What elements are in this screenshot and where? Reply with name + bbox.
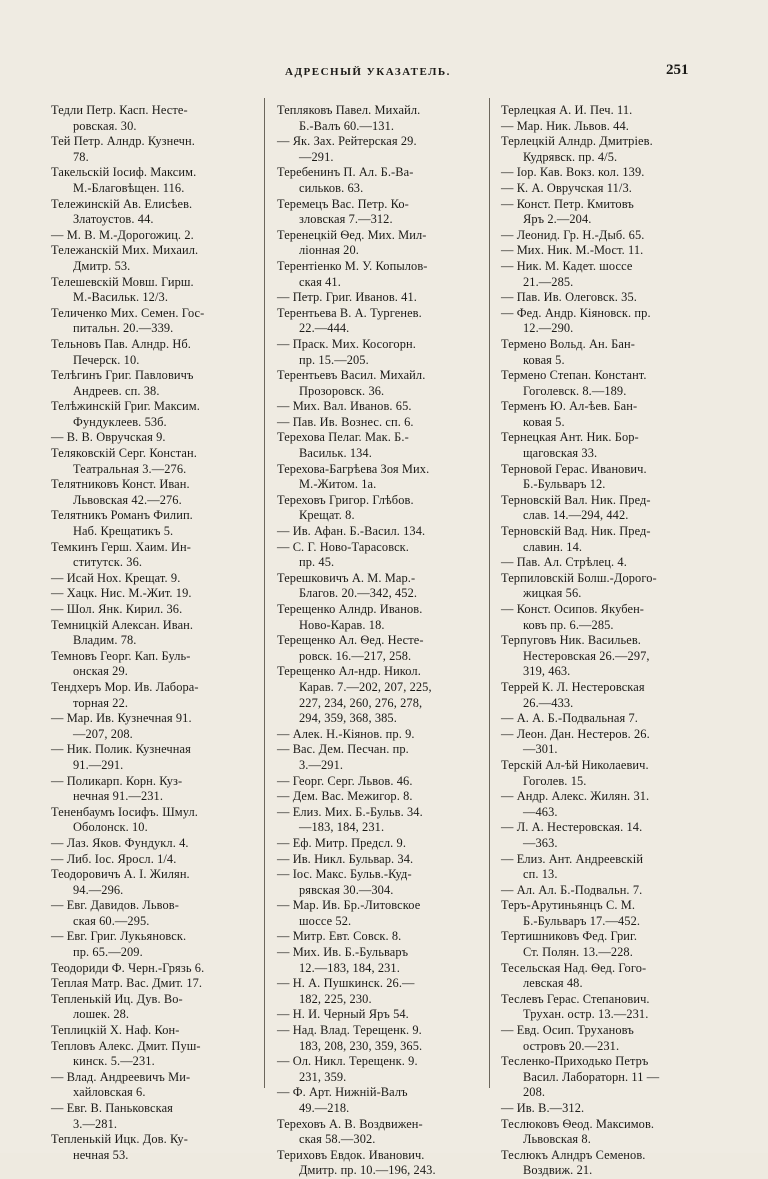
directory-entry-line: Тертишниковъ Фед. Григ.	[501, 929, 638, 944]
directory-entry-line: Нестеровская 26.—297,	[523, 648, 650, 663]
directory-entry-line: Печерск. 10.	[73, 352, 140, 367]
directory-entry-line: — Евд. Осип. Трухановъ	[501, 1023, 634, 1038]
page-number: 251	[666, 62, 689, 78]
directory-entry-line: Б.-Валъ 60.—131.	[299, 118, 395, 133]
directory-entry-line: — Георг. Серг. Львов. 46.	[277, 773, 413, 788]
directory-entry-line: — Пав. Ал. Стрѣлец. 4.	[501, 555, 627, 570]
directory-column-3	[501, 103, 697, 1179]
directory-entry-line: Тей Петр. Алндр. Кузнечн.	[51, 134, 195, 149]
directory-entry-line: Терновскій Вал. Ник. Пред-	[501, 492, 651, 507]
directory-entry-line: Теръ-Арутиньянцъ С. М.	[501, 898, 636, 913]
directory-entry-line: ститутск. 36.	[73, 555, 143, 570]
directory-entry-line: — Лаз. Яков. Фундукл. 4.	[51, 835, 189, 850]
directory-entry-line: —291.	[299, 149, 334, 164]
directory-entry-line: Прозоровск. 36.	[299, 383, 385, 398]
directory-entry-line: Львовская 42.—276.	[73, 492, 182, 507]
directory-entry-line: Терлецкая А. И. Печ. 11.	[501, 103, 633, 117]
directory-entry-line: Териховъ Евдок. Иванович.	[277, 1147, 425, 1162]
directory-entry-line: 78.	[73, 149, 89, 164]
directory-entry-line: Телѣжинскій Григ. Максим.	[51, 399, 200, 414]
directory-entry-line: — Влад. Андреевичъ Ми-	[51, 1069, 191, 1084]
directory-entry-line: — Ник. М. Кадет. шоссе	[501, 258, 633, 273]
directory-entry-line: — Мих. Ив. Б.-Бульваръ	[277, 945, 409, 960]
directory-entry-line: — Пав. Ив. Олеговск. 35.	[501, 290, 637, 305]
directory-entry-line: 3.—291.	[299, 757, 344, 772]
directory-entry-line: — Евг. Давидов. Львов-	[51, 898, 179, 913]
directory-entry-line: — Мих. Ник. М.-Мост. 11.	[501, 243, 644, 258]
directory-entry-line: — Андр. Алекс. Жилян. 31.	[501, 789, 650, 804]
directory-entry-line: Терскій Ал-ѣй Николаевич.	[501, 757, 649, 772]
directory-entry-line: ровск. 16.—217, 258.	[299, 648, 412, 663]
directory-entry-line: — Евг. В. Паньковская	[51, 1101, 173, 1115]
directory-entry-line: — Фед. Андр. Кіяновск. пр.	[501, 305, 651, 320]
directory-entry-line: левская 48.	[523, 976, 583, 991]
directory-entry-line: 182, 225, 230.	[299, 991, 372, 1006]
directory-entry-line: 94.—296.	[73, 882, 124, 897]
directory-entry-line: ская 41.	[299, 274, 341, 289]
directory-entry-line: Террей К. Л. Нестеровская	[501, 679, 645, 694]
directory-entry-line: славин. 14.	[523, 539, 583, 554]
directory-entry-line: — Мар. Ив. Бр.-Литовское	[277, 898, 421, 913]
directory-entry-line: — Л. А. Нестеровская. 14.	[501, 820, 643, 835]
column-rule-2	[489, 98, 490, 1088]
directory-column-1	[51, 103, 256, 1163]
directory-entry-line: Терентіенко М. У. Копылов-	[277, 258, 428, 273]
directory-entry-line: Терещенко Ал-ндр. Никол.	[277, 664, 421, 679]
directory-entry-line: — Елиз. Мих. Б.-Бульв. 34.	[277, 804, 423, 819]
directory-entry-line: Оболонск. 10.	[73, 820, 148, 835]
directory-entry-line: Телятникъ Романъ Филип.	[51, 508, 193, 523]
directory-entry-line: — Ив. Афан. Б.-Васил. 134.	[277, 524, 426, 539]
directory-entry-line: — С. Г. Ново-Тарасовск.	[277, 539, 409, 554]
directory-entry-line: — Н. А. Пушкинск. 26.—	[277, 976, 415, 991]
directory-entry-line: Теслевъ Герас. Степанович.	[501, 991, 650, 1006]
directory-entry-line: Терентьевъ Васил. Михайл.	[277, 368, 426, 383]
directory-entry-line: —183, 184, 231.	[299, 820, 385, 835]
directory-entry-line: Владим. 78.	[73, 633, 137, 648]
directory-entry-line: Крещат. 8.	[299, 508, 355, 523]
directory-entry-line: — Исай Нох. Крещат. 9.	[51, 570, 181, 585]
directory-entry-line: Дмитр. пр. 10.—196, 243.	[299, 1163, 436, 1178]
directory-entry-line: ская 58.—302.	[299, 1132, 376, 1147]
directory-entry-line: — Еф. Митр. Предсл. 9.	[277, 835, 407, 850]
directory-entry-line: зловская 7.—312.	[299, 212, 393, 227]
directory-entry-line: шоссе 52.	[299, 913, 352, 928]
directory-column-2	[277, 103, 473, 1179]
directory-entry-line: Тедли Петр. Касп. Несте-	[51, 103, 188, 117]
page-header	[0, 60, 768, 84]
directory-entry-line: — Леонид. Гр. Н.-Дыб. 65.	[501, 227, 645, 242]
directory-entry-line: — Вас. Дем. Песчан. пр.	[277, 742, 409, 757]
directory-entry-line: пр. 15.—205.	[299, 352, 369, 367]
directory-entry-line: Тернецкая Ант. Ник. Бор-	[501, 430, 639, 445]
directory-entry-line: Тепловъ Алекс. Дмит. Пуш-	[51, 1038, 201, 1053]
directory-entry-line: Теплая Матр. Вас. Дмит. 17.	[51, 976, 203, 991]
directory-entry-line: 12.—183, 184, 231.	[299, 960, 400, 975]
directory-entry-line: пр. 45.	[299, 555, 335, 570]
directory-entry-line: — Над. Влад. Терещенк. 9.	[277, 1023, 422, 1038]
directory-entry-line: Дмитр. 53.	[73, 258, 131, 273]
directory-entry-line: Тельновъ Пав. Алндр. Нб.	[51, 336, 192, 351]
directory-entry-line: ская 60.—295.	[73, 913, 150, 928]
directory-entry-line: М.-Житом. 1а.	[299, 477, 377, 492]
directory-entry-line: Гоголевск. 8.—189.	[523, 383, 627, 398]
directory-entry-line: 49.—218.	[299, 1101, 350, 1115]
directory-entry-line: Терновой Герас. Иванович.	[501, 461, 647, 476]
directory-entry-line: Воздвиж. 21.	[523, 1163, 593, 1178]
directory-entry-line: лошек. 28.	[73, 1007, 130, 1022]
directory-entry-line: — Праск. Мих. Косогорн.	[277, 336, 416, 351]
directory-entry-line: Тесленко-Приходько Петръ	[501, 1054, 649, 1069]
directory-entry-line: Ново-Карав. 18.	[299, 617, 385, 632]
directory-entry-line: Театральная 3.—276.	[73, 461, 187, 476]
directory-entry-line: — Мар. Ник. Львов. 44.	[501, 118, 629, 133]
directory-entry-line: 22.—444.	[299, 321, 350, 336]
directory-entry-line: слав. 14.—294, 442.	[523, 508, 629, 523]
directory-entry-line: Термено Вольд. Ан. Бан-	[501, 336, 635, 351]
directory-entry-line: Темкинъ Герш. Хаим. Ин-	[51, 539, 191, 554]
directory-entry-line: Терентьева В. А. Тургенев.	[277, 305, 422, 320]
directory-entry-line: — Іор. Кав. Вокз. кол. 139.	[501, 165, 645, 180]
directory-entry-line: Яръ 2.—204.	[523, 212, 592, 227]
directory-entry-line: островъ 20.—231.	[523, 1038, 620, 1053]
directory-entry-line: — В. В. Овручская 9.	[51, 430, 166, 445]
directory-entry-line: хайловская 6.	[73, 1085, 146, 1100]
directory-entry-line: ровская. 30.	[73, 118, 137, 133]
directory-entry-line: — Поликарп. Корн. Куз-	[51, 773, 183, 788]
directory-entry-line: — Іос. Макс. Бульв.-Куд-	[277, 867, 412, 882]
directory-entry-line: 208.	[523, 1085, 546, 1100]
directory-entry-line: Васильк. 134.	[299, 446, 372, 461]
directory-entry-line: —207, 208.	[73, 726, 133, 741]
directory-entry-line: Терещенко Ал. Ѳед. Несте-	[277, 633, 424, 648]
directory-entry-line: — Ив. В.—312.	[501, 1101, 585, 1115]
directory-entry-line: Б.-Бульваръ 12.	[523, 477, 606, 492]
directory-entry-line: — Мар. Ив. Кузнечная 91.	[51, 711, 192, 726]
directory-entry-line: — Ал. Ал. Б.-Подвальн. 7.	[501, 882, 643, 897]
directory-entry-line: Б.-Бульваръ 17.—452.	[523, 913, 641, 928]
directory-entry-line: Васил. Лабораторн. 11 —	[523, 1069, 660, 1084]
directory-entry-line: Гоголев. 15.	[523, 773, 587, 788]
directory-entry-line: Терешковичъ А. М. Мар.-	[277, 570, 416, 585]
directory-entry-line: пр. 65.—209.	[73, 945, 143, 960]
directory-entry-line: Терехова-Багрѣева Зоя Мих.	[277, 461, 430, 476]
directory-entry-line: — Пав. Ив. Вознес. сп. 6.	[277, 414, 414, 429]
directory-entry-line: Телятниковъ Конст. Иван.	[51, 477, 190, 492]
directory-entry-line: Теребенинъ П. Ал. Б.-Ва-	[277, 165, 414, 180]
directory-entry-line: Тележанскій Мих. Михаил.	[51, 243, 199, 258]
directory-entry-line: —301.	[523, 742, 558, 757]
directory-entry-line: 3.—281.	[73, 1116, 118, 1131]
directory-entry-line: нечная 91.—231.	[73, 789, 164, 804]
directory-entry-line: — Ник. Полик. Кузнечная	[51, 742, 191, 757]
directory-entry-line: Термено Степан. Констант.	[501, 368, 647, 383]
directory-entry-line: Благов. 20.—342, 452.	[299, 586, 418, 601]
directory-entry-line: питальн. 20.—339.	[73, 321, 174, 336]
directory-entry-line: Тененбаумъ Іосифъ. Шмул.	[51, 804, 198, 819]
directory-entry-line: — М. В. М.-Дорогожиц. 2.	[51, 227, 194, 242]
directory-entry-line: Карав. 7.—202, 207, 225,	[299, 679, 432, 694]
directory-entry-line: М.-Васильк. 12/3.	[73, 290, 169, 305]
directory-entry-line: —363.	[523, 835, 558, 850]
directory-entry-line: 183, 208, 230, 359, 365.	[299, 1038, 423, 1053]
directory-entry-line: ковая 5.	[523, 352, 565, 367]
directory-entry-line: — Шол. Янк. Кирил. 36.	[51, 602, 183, 616]
directory-entry-line: — Евг. Григ. Лукьяновск.	[51, 929, 187, 944]
column-rule-1	[264, 98, 265, 1088]
directory-entry-line: Терехова Пелаг. Мак. Б.-	[277, 430, 409, 445]
directory-entry-line: Ст. Полян. 13.—228.	[523, 945, 633, 960]
directory-entry-line: Терпиловскій Болш.-Дорого-	[501, 570, 657, 585]
directory-entry-line: Львовская 8.	[523, 1132, 591, 1147]
directory-entry-line: — А. А. Б.-Подвальная 7.	[501, 711, 638, 726]
directory-entry-line: Тереховъ А. В. Воздвижен-	[277, 1116, 423, 1131]
directory-entry-line: — Н. И. Черный Яръ 54.	[277, 1007, 409, 1022]
directory-entry-line: Темновъ Георг. Кап. Буль-	[51, 648, 191, 663]
directory-entry-line: Терпуговъ Ник. Васильев.	[501, 633, 642, 648]
directory-entry-line: Теляковскій Серг. Констан.	[51, 446, 197, 461]
directory-entry-line: —463.	[523, 804, 558, 819]
directory-entry-line: онская 29.	[73, 664, 128, 679]
directory-entry-line: Терещенко Алндр. Иванов.	[277, 602, 423, 616]
directory-entry-line: — Мих. Вал. Иванов. 65.	[277, 399, 412, 414]
directory-entry-line: — Конст. Осипов. Якубен-	[501, 602, 645, 616]
directory-entry-line: Фундуклеев. 53б.	[73, 414, 167, 429]
running-title: АДРЕСНЫЙ УКАЗАТЕЛЬ.	[285, 66, 451, 78]
directory-entry-line: 91.—291.	[73, 757, 124, 772]
directory-entry-line: — Либ. Іос. Яросл. 1/4.	[51, 851, 177, 866]
directory-entry-line: Андреев. сп. 38.	[73, 383, 160, 398]
directory-entry-line: Теслюкъ Алндръ Семенов.	[501, 1147, 646, 1162]
directory-entry-line: нечная 53.	[73, 1147, 129, 1162]
directory-entry-line: 294, 359, 368, 385.	[299, 711, 397, 726]
directory-entry-line: — Леон. Дан. Нестеров. 26.	[501, 726, 650, 741]
directory-entry-line: Телѣгинъ Григ. Павловичъ	[51, 368, 194, 383]
directory-entry-line: ковая 5.	[523, 414, 565, 429]
directory-entry-line: Теодориди Ф. Черн.-Грязь 6.	[51, 960, 205, 975]
directory-entry-line: Терменъ Ю. Ал-ѣев. Бан-	[501, 399, 638, 414]
directory-entry-line: Златоустов. 44.	[73, 212, 154, 227]
directory-entry-line: — Конст. Петр. Кмитовъ	[501, 196, 634, 211]
directory-entry-line: Теремецъ Вас. Петр. Ко-	[277, 196, 409, 211]
directory-entry-line: рявская 30.—304.	[299, 882, 394, 897]
directory-entry-line: жицкая 56.	[523, 586, 582, 601]
directory-entry-line: Терлецкій Алндр. Дмитріев.	[501, 134, 653, 149]
directory-entry-line: ліонная 20.	[299, 243, 359, 258]
directory-entry-line: Тереховъ Григор. Глѣбов.	[277, 492, 414, 507]
directory-entry-line: — Петр. Григ. Иванов. 41.	[277, 290, 417, 305]
directory-entry-line: Терновскій Вад. Ник. Пред-	[501, 524, 651, 539]
directory-entry-line: Тепленькій Ицк. Дов. Ку-	[51, 1132, 188, 1147]
directory-entry-line: Трухан. остр. 13.—231.	[523, 1007, 649, 1022]
directory-entry-line: 26.—433.	[523, 695, 574, 710]
directory-entry-line: — К. А. Овручская 11/3.	[501, 180, 632, 195]
directory-entry-line: Темницкій Алексан. Иван.	[51, 617, 194, 632]
directory-entry-line: 21.—285.	[523, 274, 574, 289]
directory-entry-line: — Ол. Никл. Терещенк. 9.	[277, 1054, 418, 1069]
directory-entry-line: Такельскій Іосиф. Максим.	[51, 165, 197, 180]
directory-entry-line: 231, 359.	[299, 1069, 347, 1084]
directory-entry-line: торная 22.	[73, 695, 129, 710]
directory-entry-line: 12.—290.	[523, 321, 574, 336]
directory-entry-line: — Дем. Вас. Межигор. 8.	[277, 789, 413, 804]
directory-entry-line: щаговская 33.	[523, 446, 598, 461]
directory-entry-line: Тележинскій Ав. Елисѣев.	[51, 196, 193, 211]
directory-entry-line: Теодоровичъ А. І. Жилян.	[51, 867, 190, 882]
directory-entry-line: Теслюковъ Ѳеод. Максимов.	[501, 1116, 655, 1131]
directory-entry-line: Теренецкій Ѳед. Мих. Мил-	[277, 227, 427, 242]
directory-entry-line: 319, 463.	[523, 664, 571, 679]
directory-entry-line: — Алек. Н.-Кіянов. пр. 9.	[277, 726, 415, 741]
directory-entry-line: Тепленькій Иц. Дув. Во-	[51, 991, 183, 1006]
directory-entry-line: — Елиз. Ант. Андреевскій	[501, 851, 644, 866]
directory-entry-line: — Як. Зах. Рейтерская 29.	[277, 134, 417, 149]
directory-entry-line: Теличенко Мих. Семен. Гос-	[51, 305, 205, 320]
directory-entry-line: Тесельская Над. Ѳед. Гого-	[501, 960, 647, 975]
directory-entry-line: сп. 13.	[523, 867, 558, 882]
directory-entry-line: сильков. 63.	[299, 180, 364, 195]
directory-entry-line: Тепляковъ Павел. Михайл.	[277, 103, 421, 117]
directory-entry-line: — Ив. Никл. Бульвар. 34.	[277, 851, 414, 866]
directory-entry-line: Кудрявск. пр. 4/5.	[523, 149, 618, 164]
directory-entry-line: кинск. 5.—231.	[73, 1054, 155, 1069]
directory-entry-line: ковъ пр. 6.—285.	[523, 617, 614, 632]
directory-entry-line: — Хацк. Нис. М.-Жит. 19.	[51, 586, 192, 601]
directory-entry-line: Теплицкій X. Наф. Кон-	[51, 1023, 180, 1038]
directory-entry-line: М.-Благовѣщен. 116.	[73, 180, 185, 195]
directory-entry-line: — Митр. Евт. Совск. 8.	[277, 929, 402, 944]
directory-entry-line: Тендхеръ Мор. Ив. Лабора-	[51, 679, 199, 694]
directory-entry-line: — Ф. Арт. Нижній-Валъ	[277, 1085, 408, 1100]
directory-entry-line: Телешевскій Мовш. Гирш.	[51, 274, 194, 289]
directory-entry-line: 227, 234, 260, 276, 278,	[299, 695, 423, 710]
directory-entry-line: Наб. Крещатикъ 5.	[73, 524, 174, 539]
